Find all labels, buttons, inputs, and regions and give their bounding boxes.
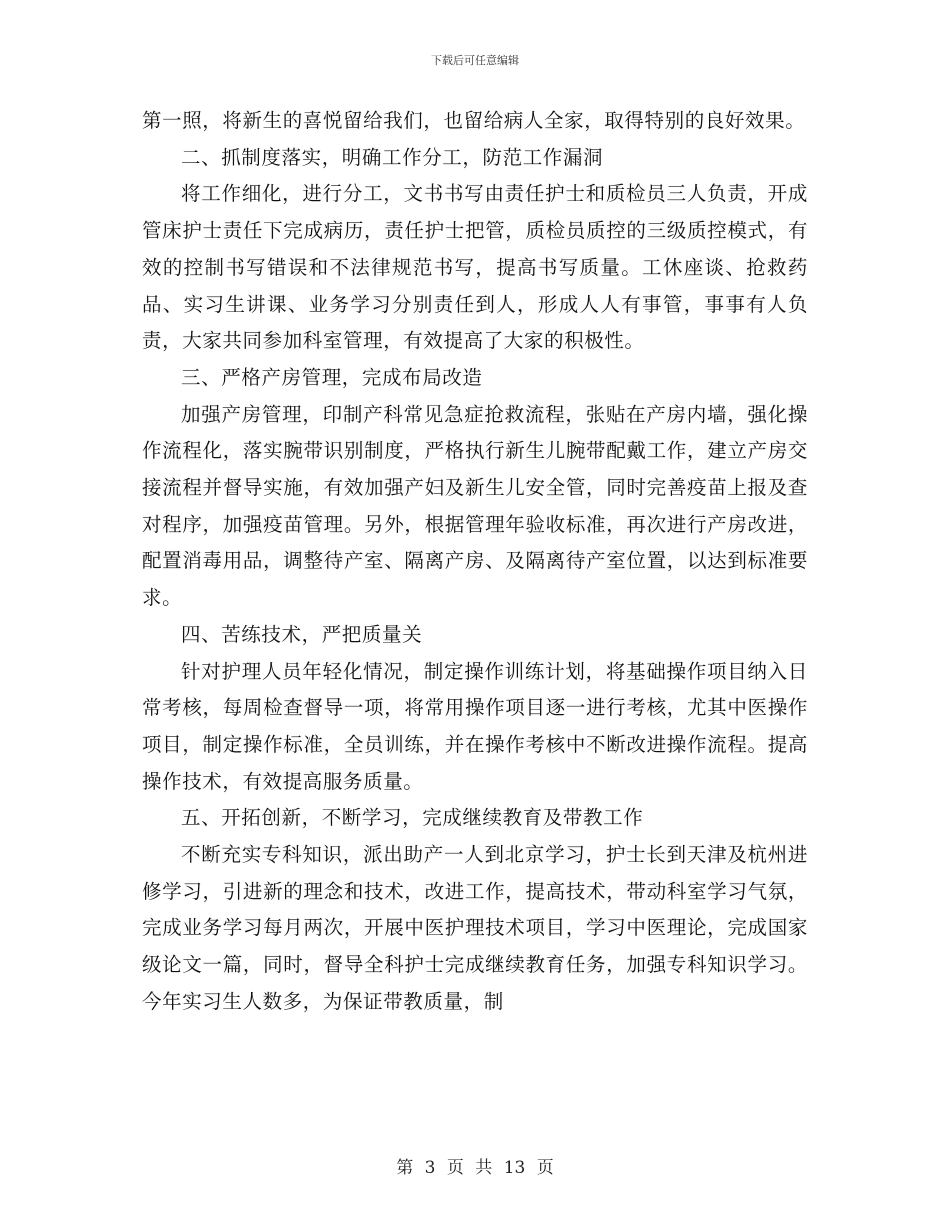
document-body bbox=[142, 103, 808, 1021]
section-heading-5: 五、开拓创新，不断学习，完成继续教育及带教工作 bbox=[181, 806, 644, 830]
paragraph-3: 加强产房管理，印制产科常见急症抢救流程，张贴在产房内墙，强化操作流程化，落实腕带识别制度，严格执行新生儿腕带配戴工作，建立产房交接流程并督导实施，有效加强产妇及新生儿安全管，同时完善疫苗上报及查对程序，加强疫苗管理。另外，根据管理年验收标准，再次进行产房改进，配置消毒用品，调整待产室、隔离产房、及隔离待产室位置，以达到标准要求。 bbox=[142, 402, 808, 610]
page-header-note: 下载后可任意编辑 bbox=[431, 54, 519, 67]
section-heading-2: 二、抓制度落实，明确工作分工，防范工作漏洞 bbox=[181, 145, 604, 169]
paragraph-4: 针对护理人员年轻化情况，制定操作训练计划，将基础操作项目纳入日常考核，每周检查督导一项，将常用操作项目逐一进行考核，尤其中医操作项目，制定操作标准，全员训练，并在操作考核中不断改进操作流程。提高操作技术，有效提高服务质量。 bbox=[142, 659, 808, 793]
page-number: 第 3 页 共 13 页 bbox=[396, 1158, 554, 1178]
section-heading-4: 四、苦练技术，严把质量关 bbox=[181, 622, 423, 646]
paragraph-1: 第一照，将新生的喜悦留给我们，也留给病人全家，取得特别的良好效果。 bbox=[142, 109, 806, 132]
section-heading-3: 三、严格产房管理，完成布局改造 bbox=[181, 365, 483, 389]
paragraph-5: 不断充实专科知识，派出助产一人到北京学习，护士长到天津及杭州进修学习，引进新的理念和技术，改进工作，提高技术，带动科室学习气氛，完成业务学习每月两次，开展中医护理技术项目，学习中医理论，完成国家级论文一篇，同时，督导全科护士完成继续教育任务，加强专科知识学习。今年实习生人数多，为保证带教质量，制 bbox=[142, 843, 808, 1013]
paragraph-2: 将工作细化，进行分工，文书书写由责任护士和质检员三人负责，开成管床护士责任下完成病历，责任护士把管，质检员质控的三级质控模式，有效的控制书写错误和不法律规范书写，提高书写质量。工休座谈、抢救药品、实习生讲课、业务学习分别责任到人，形成人人有事管，事事有人负责，大家共同参加科室管理，有效提高了大家的积极性。 bbox=[142, 182, 808, 353]
